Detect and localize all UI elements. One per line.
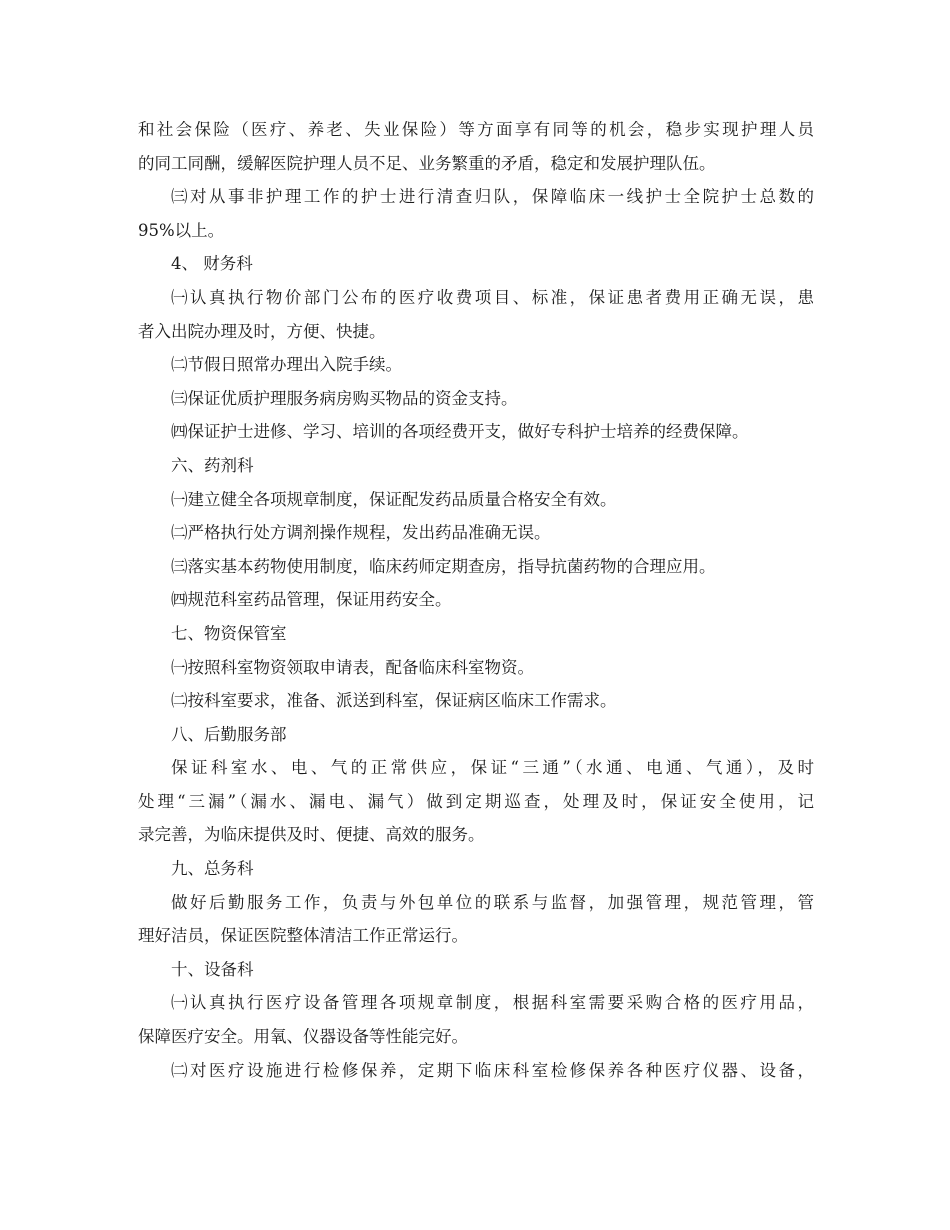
text-line: ㈠认真执行物价部门公布的医疗收费项目、标准，保证患者费用正确无误，患: [171, 287, 814, 307]
text-line: ㈢落实基本药物使用制度，临床药师定期查房，指导抗菌药物的合理应用。: [171, 556, 716, 576]
text-line: ㈡对医疗设施进行检修保养，定期下临床科室检修保养各种医疗仪器、设备，: [171, 1060, 814, 1080]
text-line: 六、药剂科: [171, 455, 254, 475]
text-line: ㈢对从事非护理工作的护士进行清查归队，保障临床一线护士全院护士总数的: [171, 187, 814, 207]
text-line: 者入出院办理及时，方便、快捷。: [138, 321, 386, 341]
document-body: [138, 113, 814, 1087]
text-line: ㈣保证护士进修、学习、培训的各项经费开支，做好专科护士培养的经费保障。: [171, 422, 749, 442]
text-line: 和社会保险（医疗、养老、失业保险）等方面享有同等的机会，稳步实现护理人员: [138, 120, 814, 139]
text-line: ㈣规范科室药品管理，保证用药安全。: [171, 590, 452, 610]
text-line: ㈢保证优质护理服务病房购买物品的资金支持。: [171, 388, 518, 408]
text-line: 的同工同酬，缓解医院护理人员不足、业务繁重的矛盾，稳定和发展护理队伍。: [138, 153, 716, 173]
text-line: 处理“三漏”（漏水、漏电、漏气）做到定期巡查，处理及时，保证安全使用，记: [138, 791, 814, 811]
text-line: 4、 财务科: [171, 254, 253, 274]
text-line: 理好洁员，保证医院整体清洁工作正常运行。: [138, 926, 468, 946]
text-line: 八、后勤服务部: [171, 724, 287, 744]
text-line: 九、总务科: [171, 859, 254, 879]
text-line: 录完善，为临床提供及时、便捷、高效的服务。: [138, 825, 485, 845]
text-line: ㈡节假日照常办理出入院手续。: [171, 355, 402, 375]
text-line: ㈠按照科室物资领取申请表，配备临床科室物资。: [171, 657, 534, 677]
text-line: 七、物资保管室: [171, 623, 287, 643]
text-line: ㈠建立健全各项规章制度，保证配发药品质量合格安全有效。: [171, 489, 617, 509]
text-line: ㈡严格执行处方调剂操作规程，发出药品准确无误。: [171, 523, 551, 543]
text-line: 十、设备科: [171, 959, 254, 979]
text-line: 保证科室水、电、气的正常供应，保证“三通”（水通、电通、气通），及时: [171, 758, 814, 778]
text-line: 做好后勤服务工作，负责与外包单位的联系与监督，加强管理，规范管理，管: [171, 892, 814, 912]
text-line: 95%以上。: [138, 220, 225, 240]
text-line: ㈠认真执行医疗设备管理各项规章制度，根据科室需要采购合格的医疗用品，: [171, 993, 814, 1013]
text-line: 保障医疗安全。用氧、仪器设备等性能完好。: [138, 1027, 468, 1047]
text-line: ㈡按科室要求，准备、派送到科室，保证病区临床工作需求。: [171, 691, 617, 711]
